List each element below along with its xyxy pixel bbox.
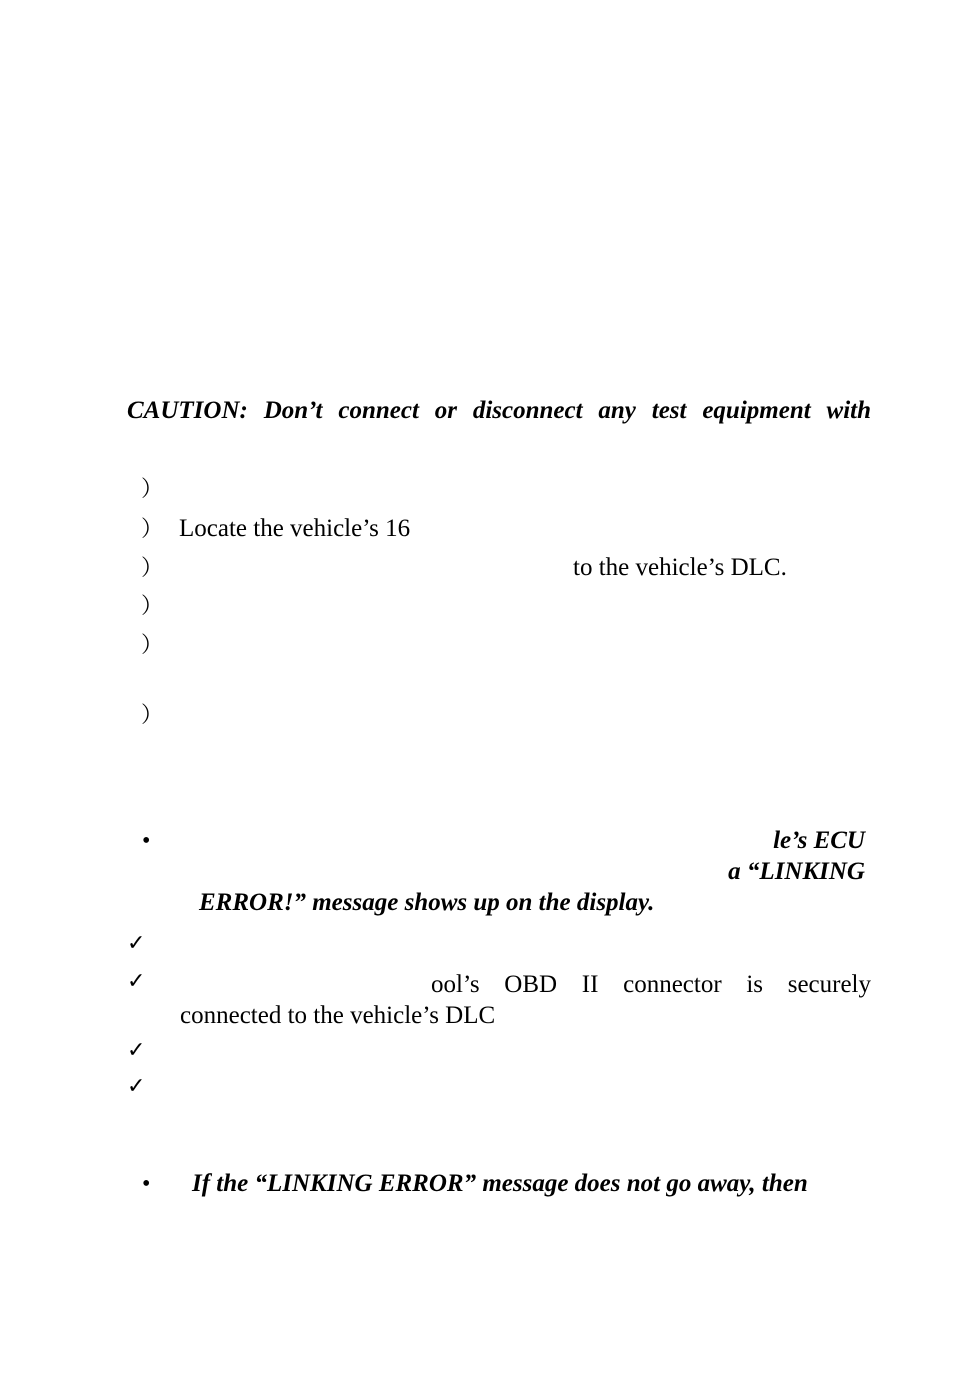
note-text: ERROR!” message shows up on the display. xyxy=(199,889,655,916)
step-text: to the vehicle’s DLC. xyxy=(573,554,787,581)
step-marker: ） xyxy=(141,516,164,541)
note-text: le’s ECU xyxy=(773,827,865,854)
checklist-text: ool’s OBD II connector is securely xyxy=(431,971,871,998)
step-marker: ） xyxy=(141,632,164,657)
checklist-text: connected to the vehicle’s DLC xyxy=(180,1002,496,1029)
step-marker: ） xyxy=(141,702,164,727)
note-text: a “LINKING xyxy=(728,858,865,885)
step-marker: ） xyxy=(141,476,164,501)
step-marker: ） xyxy=(141,593,164,618)
checkmark-icon: ✓ xyxy=(127,930,146,955)
note-text: If the “LINKING ERROR” message does not go away, then xyxy=(192,1170,808,1197)
caution-text: CAUTION: Don’t connect or disconnect any test equipment with xyxy=(127,397,871,424)
checkmark-icon: ✓ xyxy=(127,968,146,993)
step-text: Locate the vehicle’s 16 xyxy=(179,515,411,542)
checkmark-icon: ✓ xyxy=(127,1037,146,1062)
bullet-marker: • xyxy=(142,1171,151,1197)
bullet-marker: • xyxy=(142,828,151,854)
step-marker: ） xyxy=(141,555,164,580)
checkmark-icon: ✓ xyxy=(127,1073,146,1098)
